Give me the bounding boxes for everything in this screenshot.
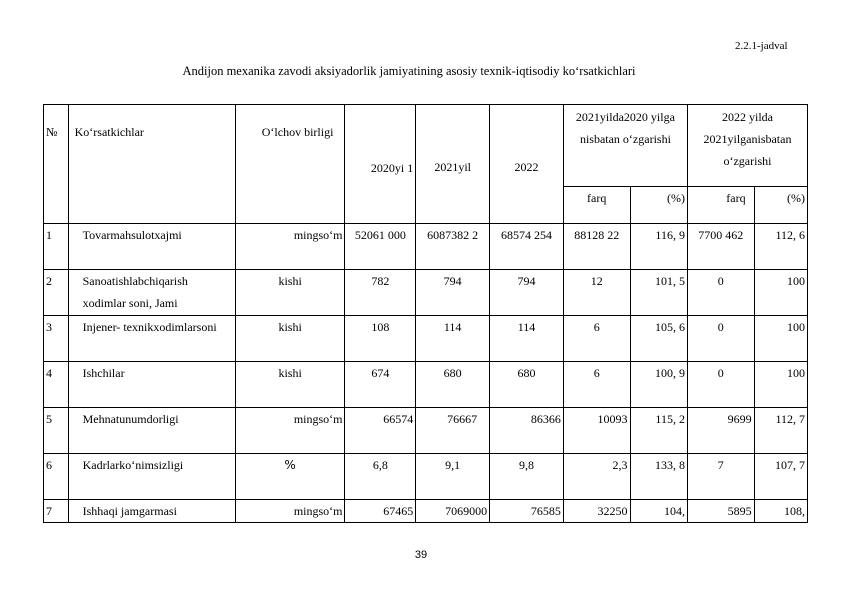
row-diff-2: 0 [687,316,754,362]
table-row [44,362,808,408]
header-farq-1: farq [563,187,630,224]
table-row [44,224,808,270]
row-name: Ishchilar [68,362,235,408]
row-2022: 76585 [490,500,564,523]
row-diff-2: 7 [687,454,754,500]
row-pct-1: 105, 6 [630,316,687,362]
row-diff-2: 0 [687,270,754,316]
row-2020: 6,8 [345,454,416,500]
row-unit: kishi [235,316,345,362]
row-no: 2 [44,270,69,316]
header-row-1 [44,105,808,187]
indicators-table [43,104,808,523]
row-diff-2: 0 [687,362,754,408]
header-no: № [44,105,69,224]
row-diff-2: 7700 462 [687,224,754,270]
row-pct-2: 112, 7 [754,408,807,454]
header-change-2022: 2022 yilda 2021yilganisbatan o‘zgarishi [687,105,807,187]
row-2022: 86366 [490,408,564,454]
table-row [44,270,808,316]
header-pct-2: (%) [754,187,807,224]
row-diff-1: 6 [563,362,630,408]
header-unit: O‘lchov birligi [235,105,345,224]
row-no: 5 [44,408,69,454]
table-row [44,454,808,500]
header-farq-2: farq [687,187,754,224]
row-2021: 7069000 [416,500,490,523]
row-no: 6 [44,454,69,500]
row-diff-1: 12 [563,270,630,316]
row-diff-1: 88128 22 [563,224,630,270]
row-2021: 76667 [416,408,490,454]
row-diff-1: 32250 [563,500,630,523]
row-name: Kadrlarko‘nimsizligi [68,454,235,500]
row-2020: 782 [345,270,416,316]
row-pct-1: 101, 5 [630,270,687,316]
row-no: 7 [44,500,69,523]
row-2020: 108 [345,316,416,362]
row-name: Sanoatishlabchiqarish xodimlar soni, Jami [68,270,235,316]
row-pct-1: 115, 2 [630,408,687,454]
row-name: Ishhaqi jamgarmasi [68,500,235,523]
row-2022: 680 [490,362,564,408]
table-title-text: Andijon mexanika zavodi aksiyadorlik jamiyatining asosiy texnik-iqtisodiy ko‘rsatkichlari [182,64,636,78]
row-diff-1: 2,3 [563,454,630,500]
row-pct-2: 112, 6 [754,224,807,270]
row-2020: 67465 [345,500,416,523]
row-unit: mingso‘m [235,224,345,270]
row-unit: % [235,454,345,500]
header-indicator: Ko‘rsatkichlar [68,105,235,224]
row-no: 3 [44,316,69,362]
row-2021: 114 [416,316,490,362]
header-2022: 2022 [490,105,564,224]
row-pct-1: 104, [630,500,687,523]
row-unit: kishi [235,270,345,316]
row-2021: 6087382 2 [416,224,490,270]
row-diff-2: 9699 [687,408,754,454]
header-2021: 2021yil [416,105,490,224]
row-unit: mingso‘m [235,500,345,523]
row-name: Tovarmahsulotxajmi [68,224,235,270]
table-code: 2.2.1-jadval [735,40,788,52]
row-diff-1: 6 [563,316,630,362]
header-change-2021: 2021yilda2020 yilga nisbatan o‘zgarishi [563,105,687,187]
row-unit: kishi [235,362,345,408]
table-row [44,316,808,362]
header-pct-1: (%) [630,187,687,224]
row-unit: mingso‘m [235,408,345,454]
row-2022: 114 [490,316,564,362]
table-row [44,500,808,523]
row-pct-1: 133, 8 [630,454,687,500]
row-2020: 66574 [345,408,416,454]
row-2020: 52061 000 [345,224,416,270]
row-no: 4 [44,362,69,408]
row-pct-2: 100 [754,362,807,408]
row-2021: 794 [416,270,490,316]
table-title [0,64,842,79]
row-name: Injener- texnikxodimlarsoni [68,316,235,362]
row-2022: 9,8 [490,454,564,500]
row-pct-2: 100 [754,316,807,362]
header-2020: 2020yi 1 [345,105,416,224]
row-pct-2: 100 [754,270,807,316]
row-diff-1: 10093 [563,408,630,454]
row-2022: 68574 254 [490,224,564,270]
row-2022: 794 [490,270,564,316]
row-2021: 680 [416,362,490,408]
row-no: 1 [44,224,69,270]
table-row [44,408,808,454]
row-pct-2: 107, 7 [754,454,807,500]
row-pct-2: 108, [754,500,807,523]
page-number: 39 [414,549,428,561]
row-pct-1: 100, 9 [630,362,687,408]
row-name: Mehnatunumdorligi [68,408,235,454]
row-diff-2: 5895 [687,500,754,523]
row-pct-1: 116, 9 [630,224,687,270]
row-2021: 9,1 [416,454,490,500]
row-2020: 674 [345,362,416,408]
